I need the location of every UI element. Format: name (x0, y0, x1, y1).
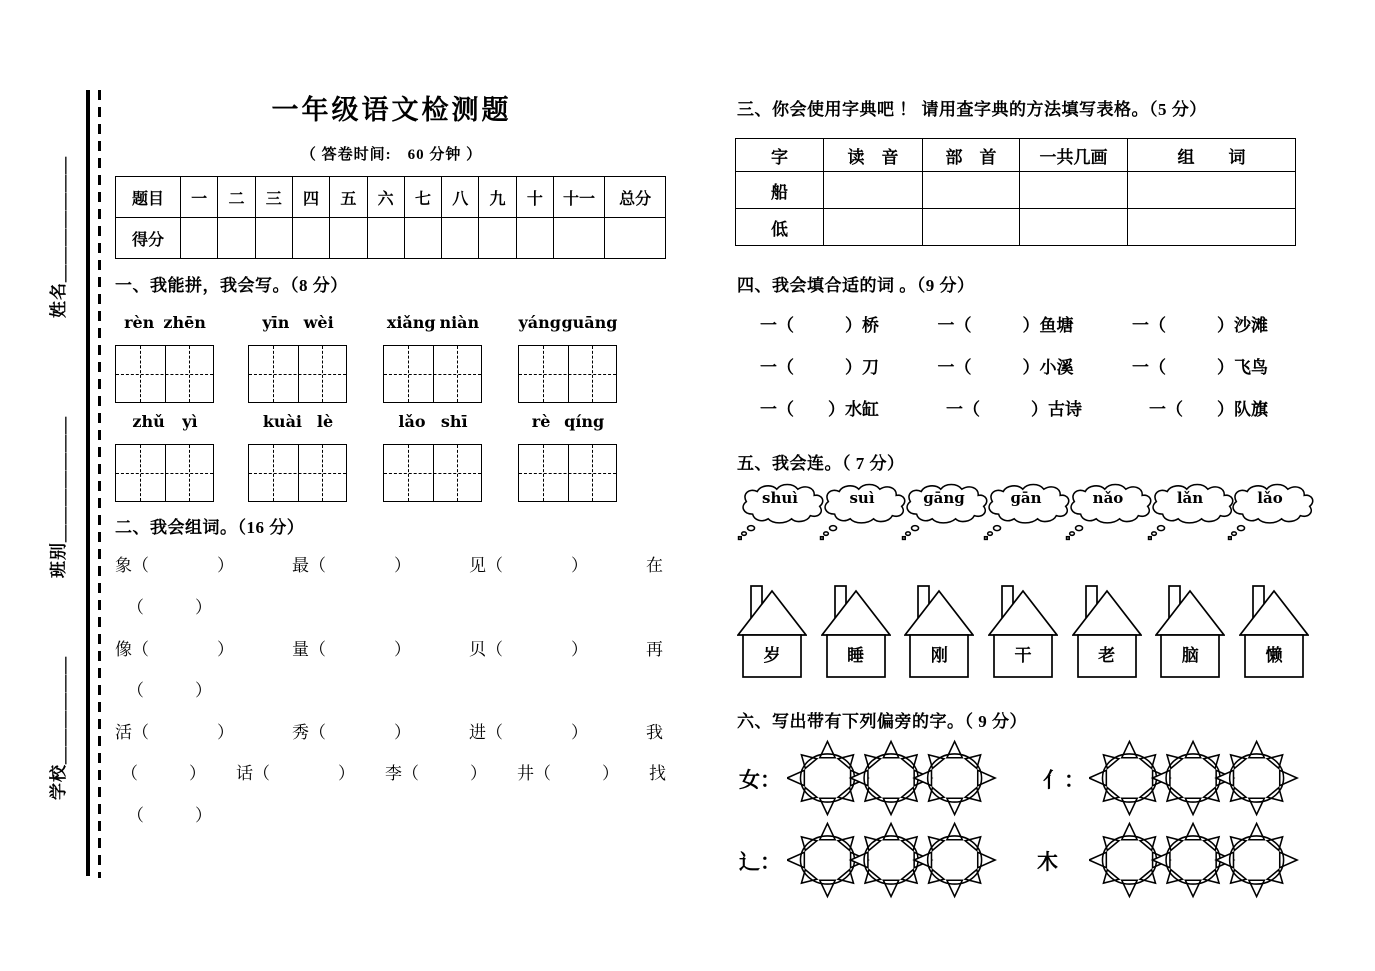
dictionary-row (736, 209, 1296, 246)
word-line (115, 635, 663, 660)
pinyin-syllable: xiǎng (386, 313, 436, 332)
section5-heading: 五、我会连。（ 7 分） (737, 454, 905, 473)
thought-bubble (901, 480, 993, 544)
character-houses-row (737, 583, 1309, 679)
house-character: 睡 (847, 646, 865, 665)
score-cell (442, 218, 479, 259)
character-house (1072, 583, 1142, 679)
word-blank: 进（ ） (469, 723, 588, 742)
dict-blank-cell (824, 172, 923, 209)
writing-grid (518, 345, 617, 403)
measure-word-blank: 一（ ）古诗 (946, 400, 1082, 419)
thought-bubble (737, 480, 829, 544)
score-header-cell: 一 (181, 177, 218, 218)
writing-grid (115, 345, 214, 403)
word-blank: 再 (646, 640, 663, 659)
radical-label: 女： (739, 768, 781, 792)
bubble-pinyin: lǎo (1257, 489, 1283, 507)
bubble-pinyin: shuì (762, 489, 798, 507)
house-character: 脑 (1181, 646, 1199, 665)
dict-header-cell: 读 音 (824, 139, 923, 172)
writing-grid-row-2 (115, 444, 668, 502)
word-blank: 活（ ） (115, 723, 234, 742)
character-house (904, 583, 974, 679)
writing-grid (518, 444, 617, 502)
sun-blanks-icon (787, 738, 997, 818)
pinyin-syllable: zhǔ (132, 412, 165, 431)
radical-row-1 (737, 738, 1315, 818)
score-cell (218, 218, 255, 259)
thought-bubble (1147, 480, 1239, 544)
score-header-cell: 总分 (605, 177, 666, 218)
pinyin-syllable: kuài (262, 412, 303, 431)
score-header-cell: 九 (479, 177, 516, 218)
pinyin-syllable: yì (182, 412, 198, 431)
exam-duration: （ 答卷时间: 60 分钟 ） (300, 147, 483, 163)
measure-word-blank: 一（ ）飞鸟 (1132, 358, 1268, 377)
radical-label: 木 (1037, 850, 1058, 874)
bubble-pinyin: ɡān (1010, 489, 1042, 507)
dict-blank-cell (923, 209, 1020, 246)
word-blank: 井（ ） (517, 764, 619, 783)
measure-word-blank: 一（ ）桥 (760, 316, 879, 335)
pinyin-syllable: yīn (262, 313, 290, 332)
word-line (127, 801, 675, 826)
score-cell (553, 218, 604, 259)
character-house (988, 583, 1058, 679)
word-line (115, 551, 663, 576)
character-house (821, 583, 891, 679)
writing-grid (383, 345, 482, 403)
word-blank: 我 (646, 723, 663, 742)
pinyin-syllable: wèi (303, 313, 334, 332)
score-cell (605, 218, 666, 259)
section3-heading: 三、你会使用字典吧 ！ 请用查字典的方法填写表格。（5 分） (737, 100, 1207, 119)
word-blank: 贝（ ） (469, 640, 588, 659)
score-table-header-row (116, 177, 666, 218)
measure-word-blank: 一（ ）队旗 (1149, 400, 1268, 419)
pinyin-syllable: lè (316, 412, 334, 431)
writing-grid-row-1 (115, 345, 668, 403)
measure-word-blank: 一（ ）水缸 (760, 400, 879, 419)
measure-word-blank: 一（ ）鱼塘 (937, 316, 1074, 335)
score-cell (292, 218, 329, 259)
section1-heading: 一、我能拼，我会写。（8 分） (115, 276, 348, 295)
house-character: 老 (1098, 646, 1116, 665)
score-header-cell: 十 (516, 177, 553, 218)
bubble-pinyin: suì (849, 489, 875, 507)
measure-word-blank: 一（ ）刀 (760, 358, 879, 377)
character-house (1155, 583, 1225, 679)
score-table-score-row (116, 218, 666, 259)
bubble-pinyin: nǎo (1092, 489, 1124, 507)
score-header-cell: 八 (442, 177, 479, 218)
sun-blanks-icon (1089, 738, 1299, 818)
pinyin-bubbles-row (737, 480, 1315, 566)
thought-bubble (983, 480, 1075, 544)
score-cell (181, 218, 218, 259)
word-line (127, 676, 675, 701)
dict-blank-cell (824, 209, 923, 246)
score-header-cell: 四 (292, 177, 329, 218)
score-row-label: 得分 (116, 218, 181, 259)
word-blank: 找 (649, 764, 666, 783)
bubble-pinyin: ɡānɡ (923, 489, 965, 507)
pinyin-syllable: rè (531, 412, 551, 431)
measure-word-line (760, 395, 1268, 420)
character-house (737, 583, 807, 679)
word-blank: 在 (646, 556, 663, 575)
word-blank: （ ） (127, 806, 212, 825)
score-cell (516, 218, 553, 259)
score-header-cell: 七 (404, 177, 441, 218)
score-cell (255, 218, 292, 259)
dict-header-cell: 部 首 (923, 139, 1020, 172)
word-blank: 秀（ ） (292, 723, 411, 742)
pinyin-syllable: rèn (124, 313, 155, 332)
dict-blank-cell (1128, 172, 1296, 209)
measure-word-blank: 一（ ）沙滩 (1132, 316, 1268, 335)
pinyin-syllable: niàn (439, 313, 480, 332)
score-header-cell: 十一 (553, 177, 604, 218)
section2-heading: 二、我会组词。（16 分） (115, 518, 305, 537)
pinyin-syllable: lǎo (398, 412, 426, 431)
word-line (127, 593, 675, 618)
pinyin-syllable: qíng (564, 412, 605, 431)
section4-heading: 四、我会填合适的词 。（9 分） (737, 276, 975, 295)
word-blank: （ ） (121, 764, 206, 783)
word-line (121, 759, 666, 784)
word-blank: 象（ ） (115, 556, 234, 575)
dict-header-cell: 字 (736, 139, 824, 172)
writing-grid (248, 345, 347, 403)
seal-dashed-line (98, 90, 101, 878)
score-header-cell: 二 (218, 177, 255, 218)
dict-blank-cell (1020, 172, 1128, 209)
measure-word-line (760, 353, 1268, 378)
radical-row-2 (737, 820, 1315, 900)
pinyin-row-1 (115, 313, 668, 335)
dictionary-row (736, 172, 1296, 209)
house-character: 懒 (1265, 646, 1283, 665)
page-title: 一年级语文检测题 (271, 95, 512, 125)
pinyin-syllable: yáng (518, 313, 561, 332)
dict-header-cell: 组 词 (1128, 139, 1296, 172)
house-character: 刚 (930, 646, 948, 665)
thought-bubble (1227, 480, 1319, 544)
character-house (1239, 583, 1309, 679)
seal-solid-line (86, 90, 90, 876)
word-line (115, 718, 663, 743)
radical-label: 辶： (739, 850, 781, 874)
score-header-cell: 题目 (116, 177, 181, 218)
score-cell (367, 218, 404, 259)
score-table (115, 176, 666, 259)
dictionary-table (735, 138, 1296, 246)
dictionary-table-header-row (736, 139, 1296, 172)
student-name-blank: 姓名＿＿＿＿＿＿＿ (49, 156, 68, 318)
pinyin-syllable: zhēn (163, 313, 206, 332)
word-blank: 见（ ） (469, 556, 588, 575)
radical-label: 亻： (1043, 768, 1085, 792)
word-blank: 最（ ） (292, 556, 411, 575)
pinyin-syllable: guāng (561, 313, 618, 332)
pinyin-row-2 (115, 412, 668, 434)
dict-blank-cell (923, 172, 1020, 209)
score-header-cell: 三 (255, 177, 292, 218)
thought-bubble (819, 480, 911, 544)
school-blank: 学校＿＿＿＿＿＿ (49, 656, 68, 800)
dict-character: 船 (736, 172, 824, 209)
score-cell (404, 218, 441, 259)
dict-header-cell: 一共几画 (1020, 139, 1128, 172)
word-blank: （ ） (127, 681, 212, 700)
writing-grid (115, 444, 214, 502)
section6-heading: 六、写出带有下列偏旁的字。（ 9 分） (737, 712, 1027, 731)
writing-grid (383, 444, 482, 502)
dict-blank-cell (1020, 209, 1128, 246)
sun-blanks-icon (787, 820, 997, 900)
measure-word-blank: 一（ ）小溪 (937, 358, 1074, 377)
bubble-pinyin: lǎn (1176, 489, 1204, 507)
word-blank: 量（ ） (292, 640, 411, 659)
measure-word-line (760, 311, 1268, 336)
house-character: 干 (1014, 646, 1032, 665)
score-header-cell: 六 (367, 177, 404, 218)
word-blank: 话（ ） (236, 764, 355, 783)
word-blank: 李（ ） (385, 764, 487, 783)
score-header-cell: 五 (330, 177, 367, 218)
dict-character: 低 (736, 209, 824, 246)
score-cell (479, 218, 516, 259)
thought-bubble (1065, 480, 1157, 544)
house-character: 岁 (763, 646, 781, 665)
score-cell (330, 218, 367, 259)
pinyin-syllable: shī (440, 412, 468, 431)
writing-grid (248, 444, 347, 502)
word-blank: 像（ ） (115, 640, 234, 659)
word-blank: （ ） (127, 598, 212, 617)
sun-blanks-icon (1089, 820, 1299, 900)
dict-blank-cell (1128, 209, 1296, 246)
class-blank: 班别＿＿＿＿＿＿＿ (49, 416, 68, 578)
